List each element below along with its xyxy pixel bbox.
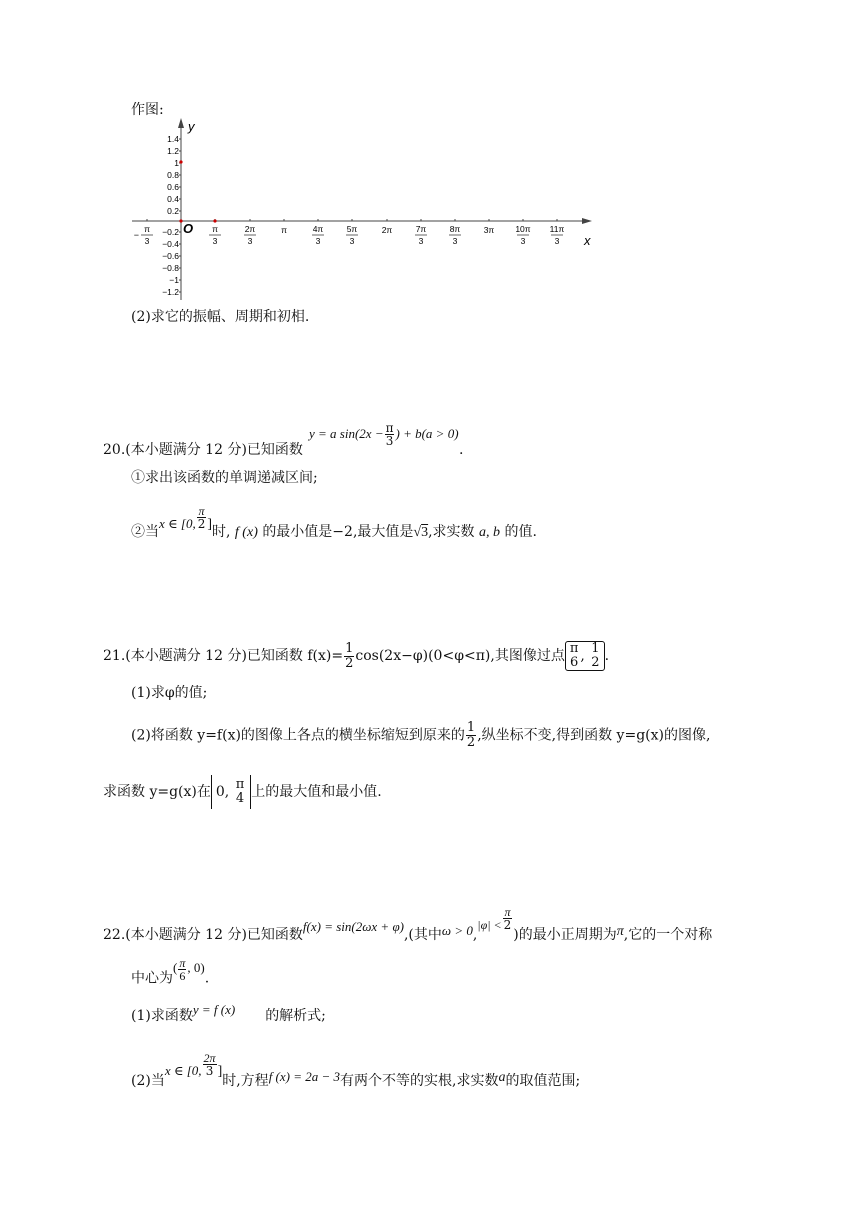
point-marker (179, 219, 182, 222)
y-tick-label: −0.8 (162, 263, 179, 273)
svg-text:3: 3 (315, 236, 321, 246)
y-tick-label: 0.2 (167, 206, 179, 216)
y-axis-label: y (188, 119, 195, 134)
svg-text:3: 3 (349, 236, 355, 246)
y-tick-label: 0.6 (167, 182, 179, 192)
svg-text:3: 3 (418, 236, 424, 246)
svg-text:3: 3 (520, 236, 526, 246)
svg-text:π: π (281, 225, 287, 235)
svg-text:2π: 2π (381, 225, 393, 235)
y-tick-label: −0.2 (162, 227, 179, 237)
x-tick-label (134, 224, 153, 246)
svg-text:3: 3 (144, 236, 150, 246)
svg-text:8π: 8π (449, 224, 461, 234)
y-tick-label: 1.2 (167, 146, 179, 156)
y-tick-group (162, 134, 181, 297)
y-axis-arrow (178, 118, 184, 128)
x-tick-label (382, 225, 393, 235)
y-tick-label: −0.4 (162, 239, 179, 249)
x-tick-label (346, 224, 358, 246)
svg-text:3: 3 (247, 236, 253, 246)
svg-text:5π: 5π (346, 224, 358, 234)
q21-heading: 21.(本小题满分 12 分)已知函数 f(x)= $\frac{1}{2}$ cos(2x−φ)(0<φ<π),其图像过点 π 6 , 1 2 . (103, 640, 610, 671)
origin-label: O (183, 221, 194, 236)
q20-heading: 20.(本小题满分 12 分)已知函数 (103, 442, 303, 458)
x-tick-label (415, 224, 427, 246)
y-tick-label: 1.4 (167, 134, 179, 144)
coordinate-grid (0, 0, 860, 310)
y-tick-label: 0.4 (167, 194, 179, 204)
q19-part2: (2)求它的振幅、周期和初相. (131, 309, 310, 325)
svg-text:10π: 10π (515, 224, 531, 234)
svg-text:−: − (133, 230, 139, 240)
svg-text:π: π (144, 224, 150, 234)
q22-center: 中心为( $\frac{\pi}{6}$ , 0). (131, 956, 210, 987)
x-axis-arrow (582, 218, 592, 224)
x-tick-label (515, 224, 530, 246)
y-tick-label: −0.6 (162, 251, 179, 261)
q20-part2: ②当x ∈ [0, $\frac{\pi}{2}$ ]时, f (x) 的最小值是−2,最大值是√3,求实数 a, b 的值. (131, 504, 537, 540)
x-axis-label: x (584, 233, 591, 248)
x-tick-label (209, 224, 221, 246)
q20-period: . (459, 442, 464, 458)
svg-text:3: 3 (212, 236, 218, 246)
q20-part1: ①求出该函数的单调递减区间; (131, 470, 318, 486)
svg-text:3: 3 (554, 236, 560, 246)
figure-label: 作图: (131, 102, 164, 118)
y-tick-label: 0.8 (167, 170, 179, 180)
svg-text:2π: 2π (244, 224, 256, 234)
q21-part1: (1)求φ的值; (131, 685, 208, 701)
q22-part2: (2)当x ∈ [0, $\frac{2\pi}{3}$ ]时,方程f (x) = 2a − 3有两个不等的实根,求实数a的取值范围; (131, 1051, 581, 1089)
q22-heading: 22.(本小题满分 12 分)已知函数f(x) = sin(2ωx + φ),(其中ω > 0,|φ| < $\frac{\pi}{2}$ )的最小正周期为π,它的一个对称 (103, 905, 713, 943)
x-tick-label (244, 224, 256, 246)
point-marker (213, 219, 216, 222)
point-marker (179, 160, 182, 163)
svg-text:7π: 7π (415, 224, 427, 234)
y-tick-label: −1.2 (162, 287, 179, 297)
svg-text:π: π (212, 224, 218, 234)
y-tick-label: 1 (174, 158, 179, 168)
svg-text:4π: 4π (312, 224, 324, 234)
svg-text:3π: 3π (483, 225, 495, 235)
q21-part2-line1: (2)将函数 y=f(x)的图像上各点的横坐标缩短到原来的 $\frac{1}{2}$ ,纵坐标不变,得到函数 y=g(x)的图像, (131, 720, 711, 750)
q22-part1: (1)求函数y = f (x) 的解析式; (131, 1002, 326, 1024)
x-tick-group (134, 219, 565, 246)
x-tick-label (312, 224, 324, 246)
x-tick-label (281, 225, 287, 235)
y-tick-label: −1 (169, 275, 179, 285)
x-tick-label (484, 225, 495, 235)
svg-text:3: 3 (452, 236, 458, 246)
q21-part2-line2: 求函数 y=g(x)在 0, π 4 上的最大值和最小值. (103, 775, 382, 809)
x-tick-label (550, 224, 565, 246)
q20-formula: y = a sin(2x − $\frac{\pi}{3}$ ) + b(a > 0) (309, 421, 459, 448)
svg-text:11π: 11π (549, 224, 565, 234)
x-tick-label (449, 224, 461, 246)
